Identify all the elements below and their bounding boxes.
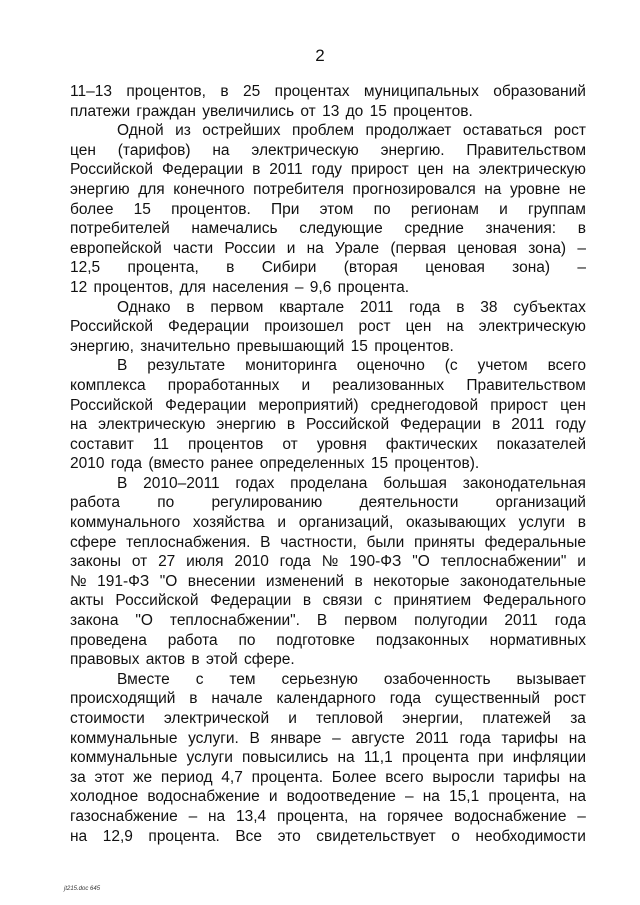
text-line: 11–13 процентов, в 25 процентах муниципальных образований — [70, 83, 586, 100]
text-line: энергию, значительно превышающий 15 процентов. — [70, 337, 454, 355]
text-line: газоснабжение – на 13,4 процента, на горячее водоснабжение – — [70, 807, 586, 825]
text-line: европейской части России и на Урале (первая ценовая зона) – — [70, 239, 586, 257]
text-line: потребителей намечались следующие средние значения: в — [70, 220, 586, 238]
text-line: более 15 процентов. При этом по регионам и группам — [70, 200, 586, 218]
text-line: проведена работа по подготовке подзаконных нормативных — [70, 631, 586, 649]
text-line: энергию для конечного потребителя прогнозировался на уровне не — [70, 180, 586, 198]
text-line: цен (тарифов) на электрическую энергию. Правительством — [70, 141, 586, 159]
text-line: 12 процентов, для населения – 9,6 процента. — [70, 278, 410, 296]
text-line: стоимости электрической и тепловой энергии, платежей за — [70, 710, 586, 727]
paragraph — [70, 298, 586, 357]
text-line: Российской Федерации мероприятий) среднегодовой прирост цен — [70, 396, 586, 414]
text-line: происходящий в начале календарного года существенный рост — [70, 690, 586, 708]
text-line: № 191-ФЗ "О внесении изменений в некоторые законодательные — [70, 572, 586, 590]
text-line: Вместе с тем серьезную озабоченность вызывает — [117, 670, 586, 688]
text-line: В результате мониторинга оценочно (с учетом всего — [117, 357, 586, 375]
text-line: комплекса проработанных и реализованных Правительством — [70, 376, 586, 394]
text-line: на электрическую энергию в Российской Федерации в 2011 году — [70, 416, 586, 434]
text-line: за этот же период 4,7 процента. Более всего выросли тарифы на — [70, 768, 586, 786]
text-line: составит 11 процентов от уровня фактических показателей — [70, 435, 586, 453]
text-line: Однако в первом квартале 2011 года в 38 субъектах — [117, 298, 586, 316]
text-line: коммунальные услуги повысились на 11,1 процента при инфляции — [70, 749, 586, 767]
paragraph — [70, 474, 586, 670]
text-line: платежи граждан увеличились от 13 до 15 процентов. — [70, 102, 473, 120]
text-line: законы от 27 июля 2010 года № 190-ФЗ "О теплоснабжении" и — [70, 553, 586, 571]
document-body — [70, 82, 586, 846]
text-line: Одной из острейших проблем продолжает оставаться рост — [117, 122, 586, 140]
text-line: на 12,9 процента. Все это свидетельствует о необходимости — [70, 827, 586, 845]
text-line: закона "О теплоснабжении". В первом полугодии 2011 года — [70, 612, 586, 630]
text-line: коммунальные услуги. В январе – августе 2011 года тарифы на — [70, 729, 586, 747]
page-number: 2 — [315, 46, 325, 65]
text-line: Российской Федерации в 2011 году прирост цен на электрическую — [70, 161, 586, 179]
text-line: сфере теплоснабжения. В частности, были приняты федеральные — [70, 533, 586, 551]
paragraph — [70, 121, 586, 297]
paragraph — [70, 670, 586, 846]
paragraph — [70, 82, 586, 121]
text-line: 2010 года (вместо ранее определенных 15 процентов). — [70, 455, 480, 473]
text-line: правовых актов в этой сфере. — [70, 651, 295, 669]
text-line: работа по регулированию деятельности организаций — [70, 494, 586, 512]
text-line: коммунального хозяйства и организаций, оказывающих услуги в — [70, 514, 586, 532]
text-line: холодное водоснабжение и водоотведение – на 15,1 процента, на — [70, 788, 586, 806]
text-line: акты Российской Федерации в связи с принятием Федерального — [70, 592, 586, 610]
text-line: В 2010–2011 годах проделана большая законодательная — [117, 474, 586, 492]
paragraph — [70, 356, 586, 474]
text-line: 12,5 процента, в Сибири (вторая ценовая зона) – — [70, 259, 586, 277]
footer-file-reference: jt215.doc 645 — [64, 886, 101, 892]
text-line: Российской Федерации произошел рост цен на электрическую — [70, 318, 586, 336]
